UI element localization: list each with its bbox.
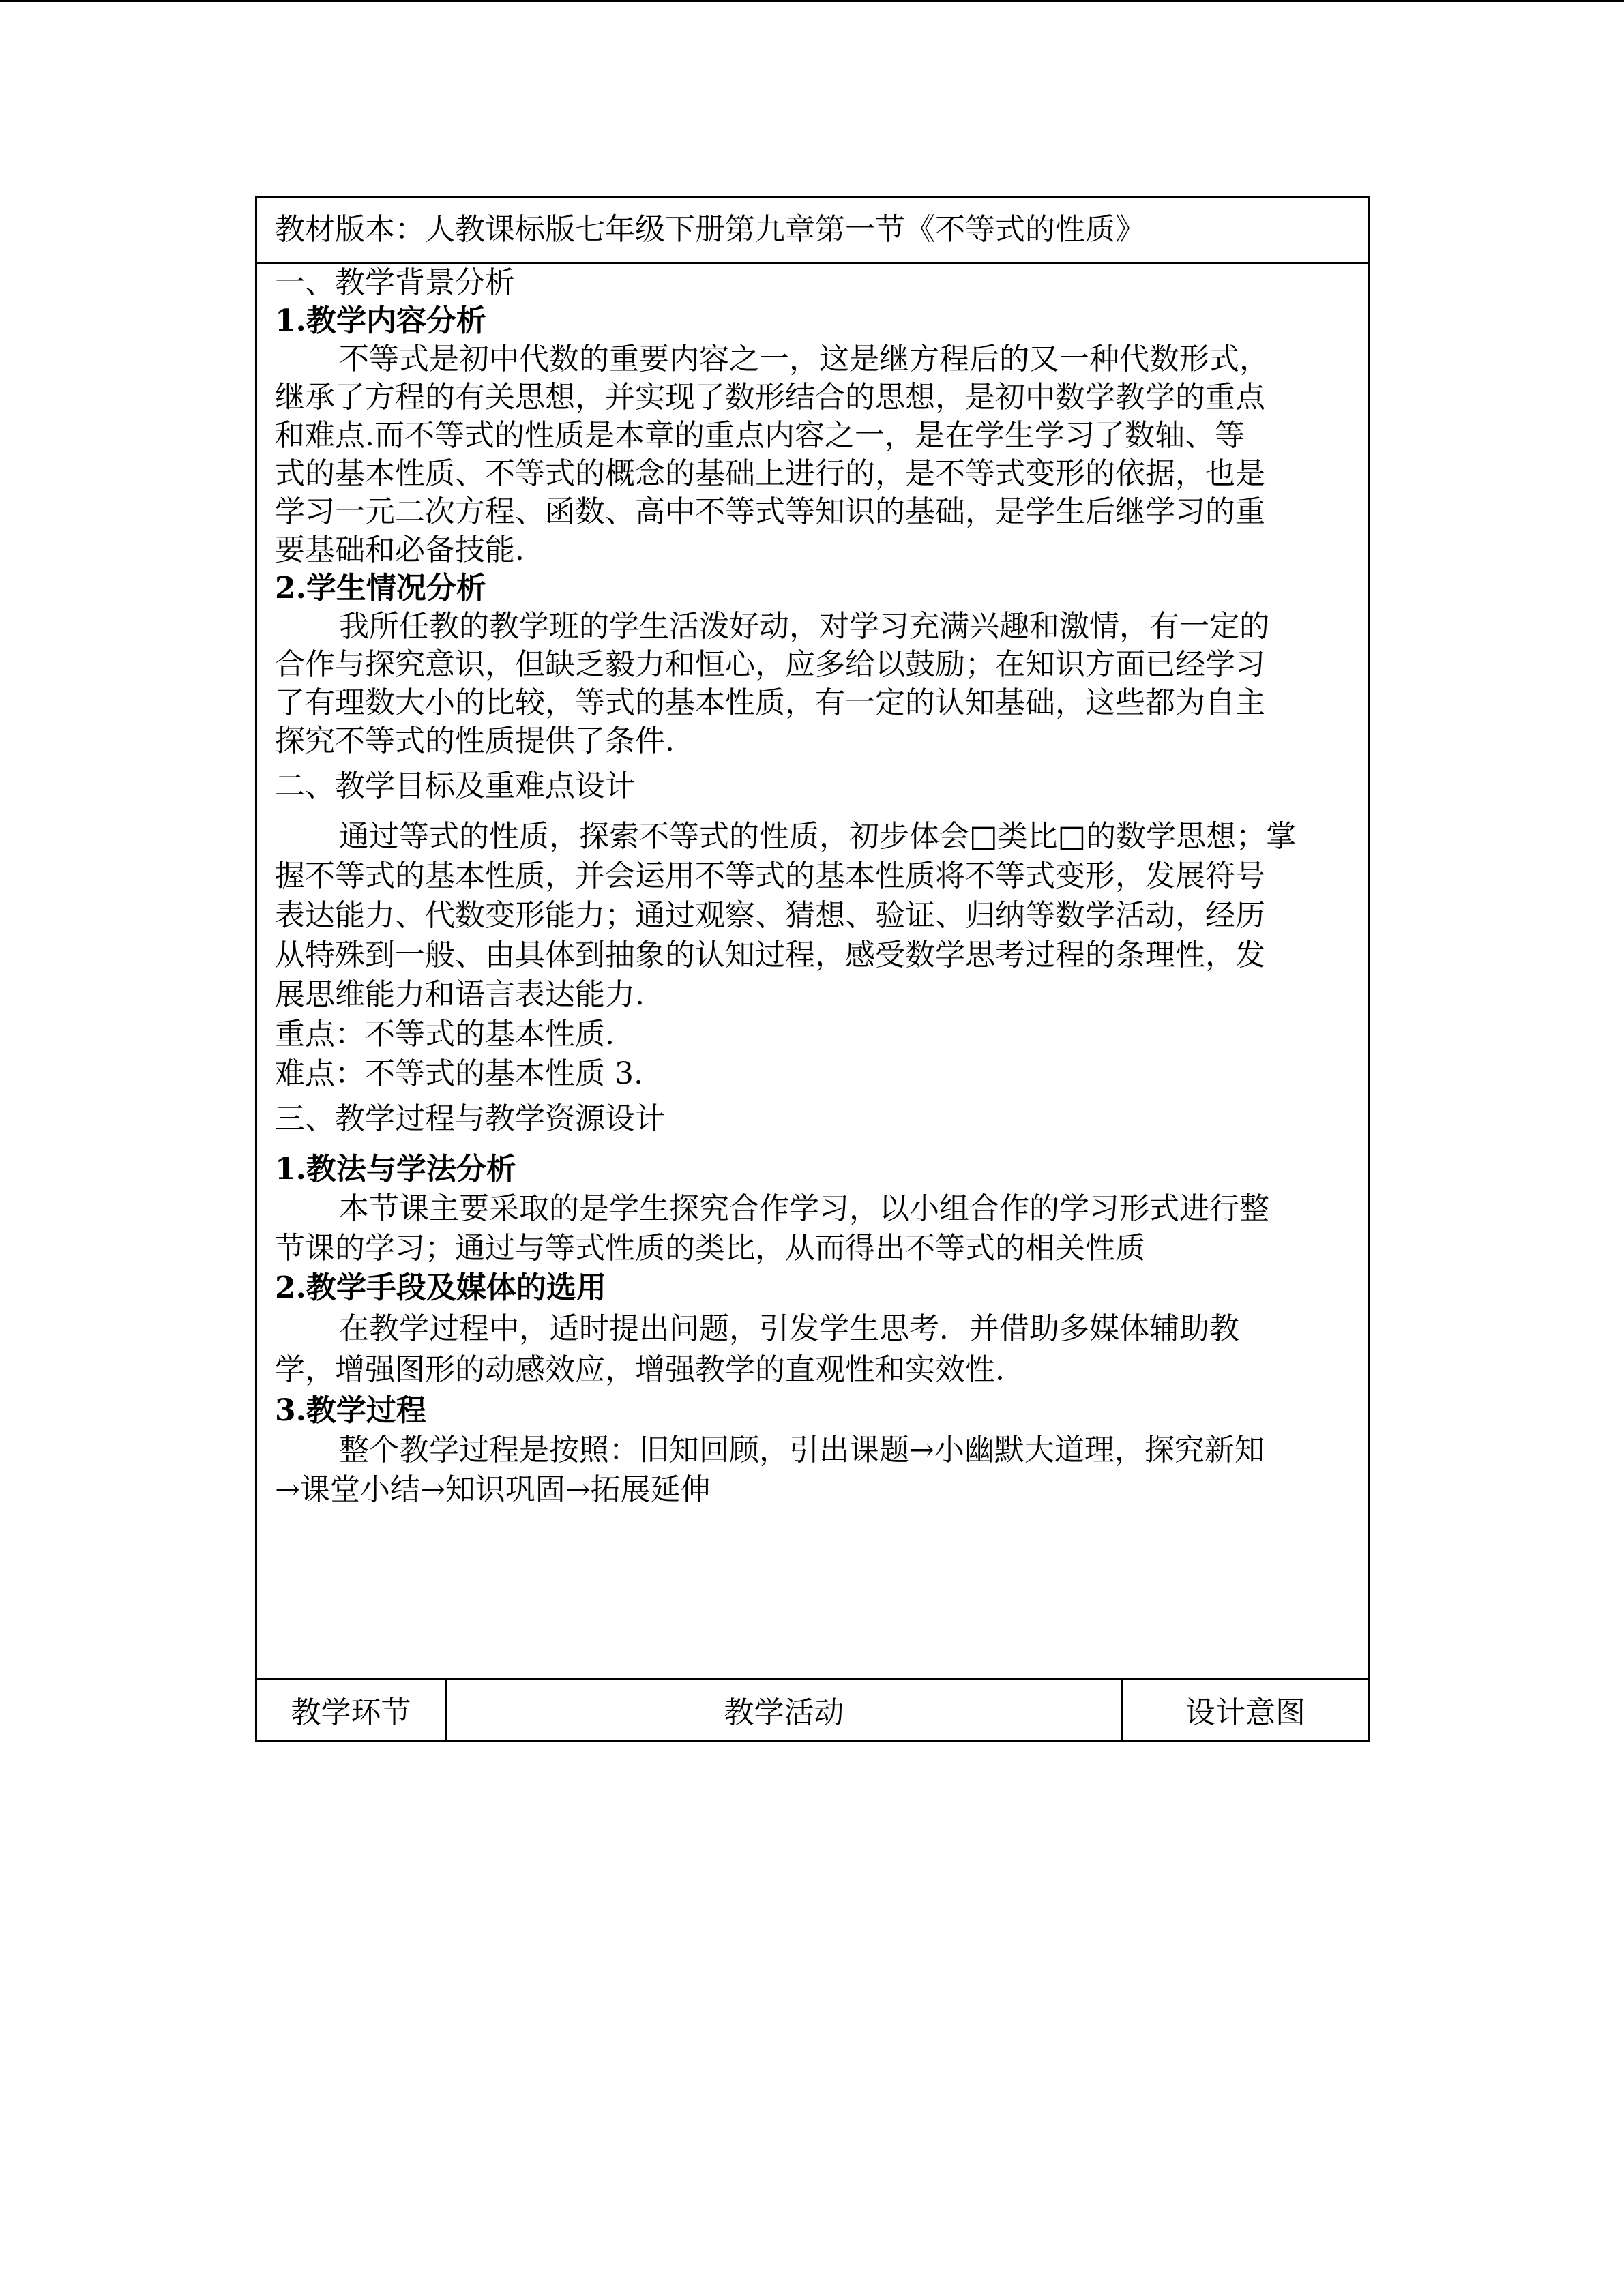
paragraph-line: 不等式是初中代数的重要内容之一，这是继方程后的又一种代数形式， [339, 342, 1269, 376]
paragraph-line: 要基础和必备技能. [275, 533, 525, 567]
paragraph-line: 和难点.而不等式的性质是本章的重点内容之一，是在学生学习了数轴、等 [275, 418, 1245, 453]
paragraph-line: 整个教学过程是按照：旧知回顾，引出课题→小幽默大道理，探究新知 [339, 1433, 1265, 1467]
paragraph-line: 探究不等式的性质提供了条件. [275, 724, 675, 758]
section-heading: 三、教学过程与教学资源设计 [275, 1101, 665, 1136]
column-header-teaching-activity: 教学活动 [447, 1680, 1123, 1740]
paragraph-line: 了有理数大小的比较，等式的基本性质，有一定的认知基础，这些都为自主 [275, 685, 1265, 720]
paragraph-line: 学，增强图形的动感效应，增强教学的直观性和实效性. [275, 1352, 1005, 1387]
difficult-point: 难点：不等式的基本性质 3. [275, 1056, 643, 1091]
subsection-heading: 1.教学内容分析 [275, 303, 486, 338]
subsection-heading: 2.学生情况分析 [275, 571, 486, 606]
paragraph-line: 节课的学习；通过与等式性质的类比，从而得出不等式的相关性质 [275, 1231, 1145, 1266]
paragraph-line: 本节课主要采取的是学生探究合作学习，以小组合作的学习形式进行整 [339, 1191, 1269, 1226]
paragraph-line: 展思维能力和语言表达能力. [275, 977, 645, 1012]
textbook-version: 教材版本：人教课标版七年级下册第九章第一节《不等式的性质》 [275, 212, 1145, 247]
column-header-design-intent: 设计意图 [1185, 1695, 1305, 1730]
paragraph-line: 在教学过程中，适时提出问题，引发学生思考．并借助多媒体辅助教 [339, 1311, 1239, 1346]
page-top-border [0, 0, 1624, 2]
key-point: 重点：不等式的基本性质. [275, 1017, 615, 1052]
paragraph-line: 继承了方程的有关思想，并实现了数形结合的思想，是初中数学教学的重点 [275, 380, 1265, 415]
paragraph-line: 学习一元二次方程、函数、高中不等式等知识的基础，是学生后继学习的重 [275, 494, 1265, 529]
column-header-teaching-stage: 教学环节 [257, 1680, 447, 1740]
lesson-plan-table [255, 196, 1370, 1742]
background-content-cell [257, 264, 1368, 1678]
table-header-row [257, 1678, 1368, 1740]
section-heading: 一、教学背景分析 [275, 265, 515, 300]
paragraph-line: 式的基本性质、不等式的概念的基础上进行的，是不等式变形的依据，也是 [275, 456, 1265, 491]
paragraph-line: 我所任教的教学班的学生活泼好动，对学习充满兴趣和激情，有一定的 [339, 609, 1269, 644]
textbook-version-row [257, 198, 1368, 264]
paragraph-line: 握不等式的基本性质，并会运用不等式的基本性质将不等式变形，发展符号 [275, 859, 1265, 893]
section-heading: 二、教学目标及重难点设计 [275, 769, 635, 803]
paragraph-line: 合作与探究意识，但缺乏毅力和恒心，应多给以鼓励；在知识方面已经学习 [275, 647, 1265, 682]
paragraph-line: 从特殊到一般、由具体到抽象的认知过程，感受数学思考过程的条理性，发 [275, 938, 1265, 972]
paragraph-line: →课堂小结→知识巩固→拓展延伸 [275, 1472, 711, 1507]
paragraph-line: 通过等式的性质，探索不等式的性质，初步体会□类比□的数学思想；掌 [339, 819, 1297, 854]
subsection-heading: 2.教学手段及媒体的选用 [275, 1270, 606, 1305]
paragraph-line: 表达能力、代数变形能力；通过观察、猜想、验证、归纳等数学活动，经历 [275, 898, 1265, 933]
subsection-heading: 3.教学过程 [275, 1393, 426, 1428]
subsection-heading: 1.教法与学法分析 [275, 1152, 516, 1187]
